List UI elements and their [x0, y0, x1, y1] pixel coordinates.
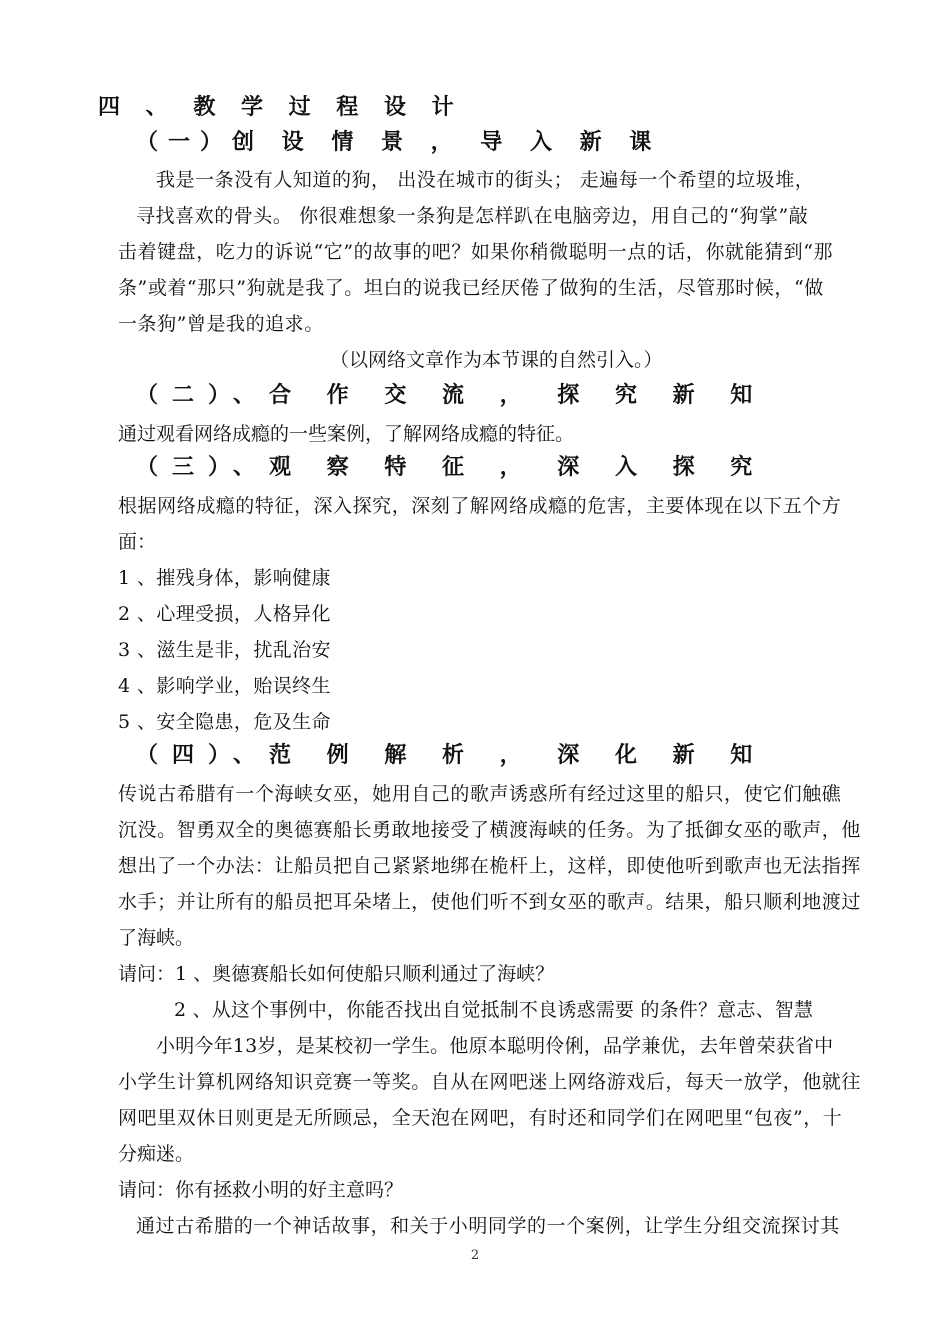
s1-paragraph-line-3: 击着键盘，吃力的诉说“它”的故事的吧？如果你稍微聪明一点的话，你就能猜到“那: [118, 241, 834, 263]
section-2-title: （二）、合 作 交 流 ， 探 究 新 知: [136, 383, 767, 408]
case-line-1: 小明今年13岁，是某校初一学生。他原本聪明伶俐，品学兼优，去年曾荣获省中: [156, 1035, 834, 1057]
s1-paragraph-line-5: 一条狗”曾是我的追求。: [118, 313, 324, 335]
question-2: 2 、从这个事例中，你能否找出自觉抵制不良诱惑需要 的条件？意志、智慧: [174, 999, 814, 1021]
s1-paragraph-line-4: 条”或着“那只”狗就是我了。坦白的说我已经厌倦了做狗的生活，尽管那时候，“做: [118, 277, 824, 299]
section-3-title: （三）、观 察 特 征 ， 深 入 探 究: [136, 455, 767, 480]
case-line-3: 网吧里双休日则更是无所顾忌，全天泡在网吧，有时还和同学们在网吧里“包夜”，十: [118, 1107, 843, 1129]
s4-story-line-3: 想出了一个办法：让船员把自己紧紧地绑在桅杆上，这样，即使他听到歌声也无法指挥: [118, 855, 861, 877]
section-1-title: （一）创 设 情 景 ， 导 入 新 课: [136, 130, 662, 155]
section-4-title: （四）、范 例 解 析 ， 深 化 新 知: [136, 743, 767, 768]
s4-story-line-4: 水手；并让所有的船员把耳朵堵上，使他们听不到女巫的歌声。结果，船只顺利地渡过: [118, 891, 861, 913]
s1-paragraph-line-1: 我是一条没有人知道的狗， 出没在城市的街头； 走遍每一个希望的垃圾堆，: [156, 169, 815, 191]
s4-story-line-2: 沉没。智勇双全的奥德赛船长勇敢地接受了横渡海峡的任务。为了抵御女巫的歌声，他: [118, 819, 861, 841]
list-item: 2 、心理受损，人格异化: [118, 603, 331, 625]
s3-paragraph-line-1: 根据网络成瘾的特征，深入探究，深刻了解网络成瘾的危害，主要体现在以下五个方: [118, 495, 842, 517]
summary-line-1: 通过古希腊的一个神话故事，和关于小明同学的一个案例，让学生分组交流探讨其: [136, 1215, 840, 1237]
s3-paragraph-line-2: 面：: [118, 531, 157, 553]
question-1: 请问：1 、奥德赛船长如何使船只顺利通过了海峡？: [118, 963, 555, 985]
s1-paragraph-line-2: 寻找喜欢的骨头。 你很难想象一条狗是怎样趴在电脑旁边，用自己的“狗掌”敲: [136, 205, 809, 227]
s1-note: （以网络文章作为本节课的自然引入。）: [330, 349, 663, 371]
list-item: 3 、滋生是非，扰乱治安: [118, 639, 331, 661]
list-item: 1 、摧残身体，影响健康: [118, 567, 331, 589]
s4-story-line-5: 了海峡。: [118, 927, 195, 949]
s2-paragraph: 通过观看网络成瘾的一些案例，了解网络成瘾的特征。: [118, 423, 575, 445]
list-item: 5 、安全隐患，危及生命: [118, 711, 331, 733]
question-3: 请问：你有拯救小明的好主意吗？: [118, 1179, 404, 1201]
page-number: 2: [470, 1248, 480, 1263]
s4-story-line-1: 传说古希腊有一个海峡女巫，她用自己的歌声诱惑所有经过这里的船只，使它们触礁: [118, 783, 842, 805]
case-line-4: 分痴迷。: [118, 1143, 195, 1165]
main-section-title: 四 、 教 学 过 程 设 计: [98, 95, 463, 120]
list-item: 4 、影响学业，贻误终生: [118, 675, 331, 697]
case-line-2: 小学生计算机网络知识竞赛一等奖。自从在网吧迷上网络游戏后，每天一放学，他就往: [118, 1071, 861, 1093]
